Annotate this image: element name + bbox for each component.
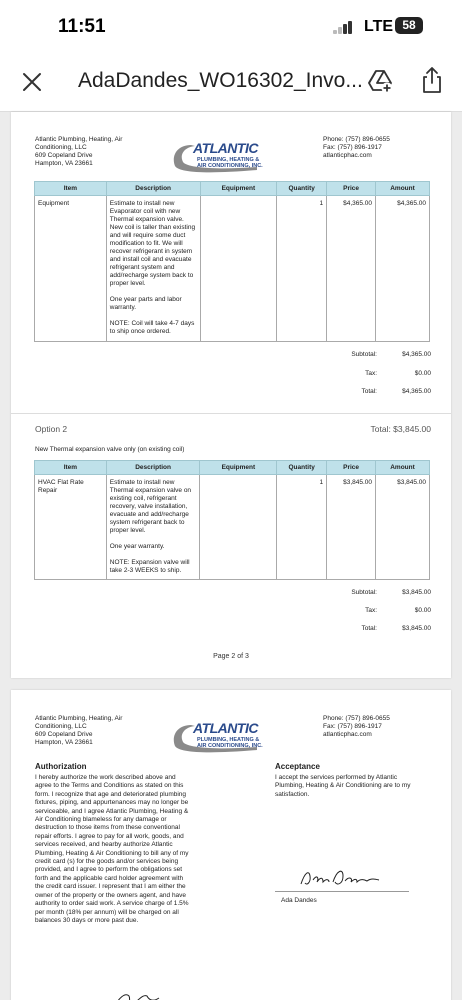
tax-label: Tax: [365, 607, 377, 614]
company-address: Atlantic Plumbing, Heating, Air Conditioning, LLC 609 Copeland Drive Hampton, VA 23661 [35, 136, 123, 167]
table-header-row [35, 182, 430, 196]
column-header: Price [327, 182, 376, 196]
description-cell: Estimate to install new Evaporator coil with new Thermal expansion valve. New coil is taller than existing and will require some duct modification to fit. We will recover refrigerant in system and install coil and evacuate refrigerant system and add/recharge system back to proper level. One year parts and labor warranty. NOTE: Coil will take 4-7 days to ship once ordered. [106, 196, 200, 342]
clock: 11:51 [58, 16, 106, 37]
column-header: Description [106, 182, 200, 196]
amount-cell: $3,845.00 [376, 475, 430, 580]
total-value: $3,845.00 [402, 625, 431, 632]
document-toolbar [0, 52, 462, 112]
signature-line [275, 891, 409, 892]
company-contact: Phone: (757) 896-0655 Fax: (757) 896-1917 atlanticphac.com [323, 136, 390, 159]
item-cell: Equipment [35, 196, 107, 342]
amount-cell: $4,365.00 [376, 196, 430, 342]
table-row [35, 475, 430, 580]
subtotal-label: Subtotal: [351, 589, 377, 596]
table-header-row [35, 461, 430, 475]
price-cell: $3,845.00 [327, 475, 376, 580]
description-cell: Estimate to install new Thermal expansion valve on existing coil, refrigerant recovery, valve installation, evacuate and add/recharge system refrigerant back to proper level. One year warranty. NOTE: Expansion valve will take 2-3 WEEKS to ship. [106, 475, 200, 580]
status-bar [0, 0, 462, 52]
battery-icon: 58 [395, 17, 423, 34]
acceptance-text: I accept the services performed by Atlantic Plumbing, Heating & Air Conditioning are to my satisfaction. [275, 774, 411, 798]
column-header: Item [35, 461, 107, 475]
column-header: Description [106, 461, 200, 475]
quantity-cell: 1 [277, 475, 327, 580]
company-address: Atlantic Plumbing, Heating, Air Conditioning, LLC 609 Copeland Drive Hampton, VA 23661 [35, 715, 123, 746]
add-to-drive-icon[interactable] [367, 68, 393, 94]
signature-image [297, 866, 383, 890]
authorization-title: Authorization [35, 762, 87, 771]
option-2-total: Total: $3,845.00 [370, 424, 431, 434]
invoice-table-option-2 [34, 460, 430, 580]
document-title: AdaDandes_WO16302_Invo... [78, 69, 363, 92]
column-header: Equipment [200, 461, 277, 475]
option-2-title: Option 2 [35, 424, 68, 434]
share-icon[interactable] [420, 66, 444, 94]
document-page [11, 112, 451, 678]
column-header: Equipment [200, 182, 277, 196]
option-2-summary: New Thermal expansion valve only (on existing coil) [35, 446, 185, 453]
total-label: Total: [361, 625, 377, 632]
document-page [11, 690, 451, 1000]
acceptance-title: Acceptance [275, 762, 320, 771]
column-header: Amount [376, 461, 430, 475]
column-header: Item [35, 182, 107, 196]
divider [11, 413, 451, 414]
company-logo: ATLANTIC PLUMBING, HEATING & AIR CONDITIONING, INC. [169, 140, 267, 176]
invoice-table-option-1 [34, 181, 430, 342]
item-cell: HVAC Flat Rate Repair [35, 475, 107, 580]
table-row [35, 196, 430, 342]
company-contact: Phone: (757) 896-0655 Fax: (757) 896-1917 atlanticphac.com [323, 715, 390, 738]
equipment-cell [200, 475, 277, 580]
total-label: Total: [361, 388, 377, 395]
signal-icon [333, 20, 355, 34]
equipment-cell [200, 196, 277, 342]
authorization-text: I hereby authorize the work described above and agree to the Terms and Conditions as stated on this form. I recognize that age and deteriorated plumbing fixtures, piping, and appurtenances may no longer be serviceable, and I agree Atlantic Plumbing, Heating & Air Conditioning blameless for any damage or destruction to those items from these conventional repair efforts. I agree to pay for all work, goods, and services received, and hearby authorize Atlantic Plumbing, Heating & Air Conditioning to bill any of my credit card (s) for the goods and/or services being provided, and I agree to perform the obligations set forth and the applicable card holder agreement with the credit card issuer. I represent that I am either the owner of the property or the owners agent, and have authority to order said work. A service charge of 1.5% per month (18% per annum) will be charged on all balances 30 days or more past due. [35, 774, 189, 924]
column-header: Quantity [277, 182, 327, 196]
subtotal-value: $4,365.00 [402, 351, 431, 358]
subtotal-label: Subtotal: [351, 351, 377, 358]
total-value: $4,365.00 [402, 388, 431, 395]
network-label: LTE [364, 18, 394, 35]
column-header: Price [327, 461, 376, 475]
company-logo: ATLANTIC PLUMBING, HEATING & AIR CONDITIONING, INC. [169, 720, 267, 756]
column-header: Quantity [277, 461, 327, 475]
tax-value: $0.00 [414, 370, 431, 377]
subtotal-value: $3,845.00 [402, 589, 431, 596]
tax-label: Tax: [365, 370, 377, 377]
close-icon[interactable] [20, 70, 44, 94]
page-number: Page 2 of 3 [213, 653, 249, 660]
signature-image [109, 986, 189, 1000]
price-cell: $4,365.00 [327, 196, 376, 342]
tax-value: $0.00 [414, 607, 431, 614]
signer-name: Ada Dandes [281, 897, 317, 904]
column-header: Amount [376, 182, 430, 196]
quantity-cell: 1 [277, 196, 327, 342]
